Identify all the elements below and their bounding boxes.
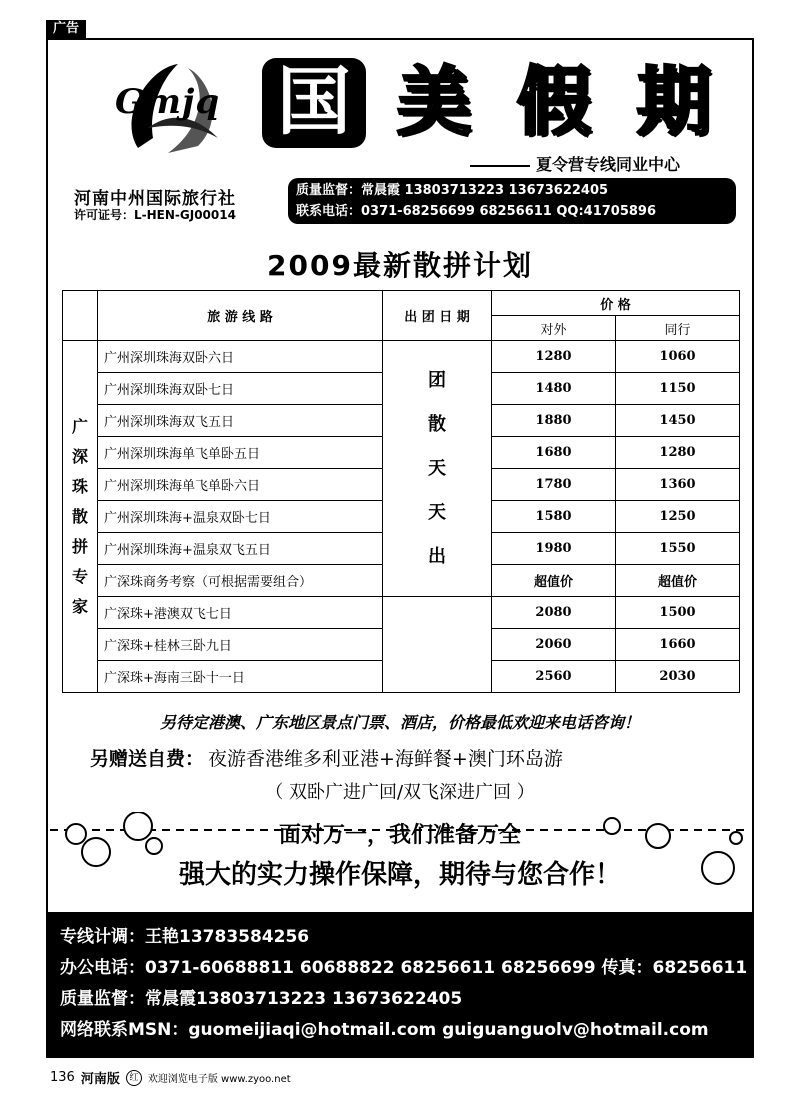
side-label: 广 深 珠 散 拼 专 家 bbox=[63, 341, 98, 693]
brand-title-char: 假 bbox=[517, 59, 591, 145]
departure-cell-empty bbox=[383, 661, 492, 693]
contact-box bbox=[288, 178, 736, 224]
contact-panel bbox=[46, 912, 754, 1058]
retail-price: 1580 bbox=[492, 501, 616, 533]
trade-price: 1060 bbox=[616, 341, 740, 373]
free-gift-note: （ 双卧广进广回/双飞深进广回 ） bbox=[265, 782, 535, 803]
table-row bbox=[63, 341, 740, 373]
page-footer bbox=[50, 1068, 291, 1087]
edition-badge-icon: 红 bbox=[126, 1070, 142, 1086]
edition-label: 河南版 bbox=[80, 1072, 120, 1087]
ad-tag: 广告 bbox=[46, 20, 86, 38]
departure-cell-empty bbox=[383, 597, 492, 629]
retail-price: 1480 bbox=[492, 373, 616, 405]
retail-price: 1680 bbox=[492, 437, 616, 469]
trade-price: 1660 bbox=[616, 629, 740, 661]
slogan-primary: 面对万一，我们准备万全 bbox=[278, 823, 521, 848]
trade-price: 1500 bbox=[616, 597, 740, 629]
contact-row: 网络联系MSN：guomeijiaqi@hotmail.com guiguanguolv@hotmail.com bbox=[60, 1020, 709, 1040]
table-row bbox=[63, 661, 740, 693]
logo-text: Gmjq bbox=[115, 82, 221, 122]
inquiry-note: 另待定港澳、广东地区景点门票、酒店，价格最低欢迎来电话咨询！ bbox=[159, 713, 640, 732]
departure-header: 出 团 日 期 bbox=[383, 291, 492, 341]
trade-price-header: 同行 bbox=[616, 316, 740, 341]
contact-row: 质量监督：常晨霞13803713223 13673622405 bbox=[60, 989, 463, 1009]
trade-price: 1550 bbox=[616, 533, 740, 565]
trade-price: 1250 bbox=[616, 501, 740, 533]
route-name: 广深珠+桂林三卧九日 bbox=[98, 629, 383, 661]
retail-price: 1280 bbox=[492, 341, 616, 373]
brand-title-char: 国 bbox=[262, 58, 366, 148]
route-name: 广深珠+海南三卧十一日 bbox=[98, 661, 383, 693]
retail-price: 1780 bbox=[492, 469, 616, 501]
contact-row: 办公电话：0371-60688811 60688822 68256611 68256699 传真：68256611 bbox=[60, 958, 748, 978]
brand-title bbox=[262, 58, 726, 148]
brand-title-char: 美 bbox=[397, 59, 471, 145]
route-name: 广州深圳珠海双飞五日 bbox=[98, 405, 383, 437]
plan-title: 2009最新散拼计划 bbox=[267, 249, 533, 282]
side-label-header bbox=[63, 291, 98, 341]
route-name: 广州深圳珠海双卧六日 bbox=[98, 341, 383, 373]
contact-line: 联系电话：0371-68256699 68256611 QQ:41705896 bbox=[296, 204, 657, 219]
route-name: 广深珠商务考察（可根据需要组合） bbox=[98, 565, 383, 597]
trade-price: 1450 bbox=[616, 405, 740, 437]
trade-price: 2030 bbox=[616, 661, 740, 693]
page-number: 136 bbox=[50, 1070, 75, 1085]
trade-price: 超值价 bbox=[616, 565, 740, 597]
trade-price: 1280 bbox=[616, 437, 740, 469]
slogan-secondary: 强大的实力操作保障，期待与您合作！ bbox=[178, 860, 621, 890]
contact-row: 专线计调：王艳13783584256 bbox=[60, 927, 310, 947]
retail-price-header: 对外 bbox=[492, 316, 616, 341]
retail-price: 2560 bbox=[492, 661, 616, 693]
route-name: 广州深圳珠海+温泉双飞五日 bbox=[98, 533, 383, 565]
contact-line: 质量监督：常晨霞 13803713223 13673622405 bbox=[296, 183, 609, 198]
table-row bbox=[63, 629, 740, 661]
license-number: 许可证号：L-HEN-GJ00014 bbox=[74, 208, 236, 222]
site-text: 欢迎浏览电子版 www.zyoo.net bbox=[147, 1074, 291, 1085]
trade-price: 1360 bbox=[616, 469, 740, 501]
free-gift-value: 夜游香港维多利亚港+海鲜餐+澳门环岛游 bbox=[208, 748, 563, 770]
retail-price: 超值价 bbox=[492, 565, 616, 597]
subtitle: 夏令营专线同业中心 bbox=[470, 152, 680, 175]
route-name: 广州深圳珠海单飞单卧六日 bbox=[98, 469, 383, 501]
route-header: 旅 游 线 路 bbox=[98, 291, 383, 341]
departure-cell: 团 散 天 天 出 bbox=[383, 341, 492, 597]
route-name: 广州深圳珠海+温泉双卧七日 bbox=[98, 501, 383, 533]
retail-price: 2060 bbox=[492, 629, 616, 661]
departure-cell-empty bbox=[383, 629, 492, 661]
route-table bbox=[62, 290, 740, 693]
route-name: 广州深圳珠海单飞单卧五日 bbox=[98, 437, 383, 469]
retail-price: 1880 bbox=[492, 405, 616, 437]
free-gift-line bbox=[90, 744, 563, 771]
route-name: 广州深圳珠海双卧七日 bbox=[98, 373, 383, 405]
table-row bbox=[63, 597, 740, 629]
trade-price: 1150 bbox=[616, 373, 740, 405]
brand-title-char: 期 bbox=[637, 59, 711, 145]
retail-price: 2080 bbox=[492, 597, 616, 629]
route-name: 广深珠+港澳双飞七日 bbox=[98, 597, 383, 629]
retail-price: 1980 bbox=[492, 533, 616, 565]
free-gift-label: 另赠送自费： bbox=[90, 748, 205, 770]
price-header: 价 格 bbox=[492, 291, 740, 316]
agency-name: 河南中州国际旅行社 bbox=[74, 189, 236, 209]
